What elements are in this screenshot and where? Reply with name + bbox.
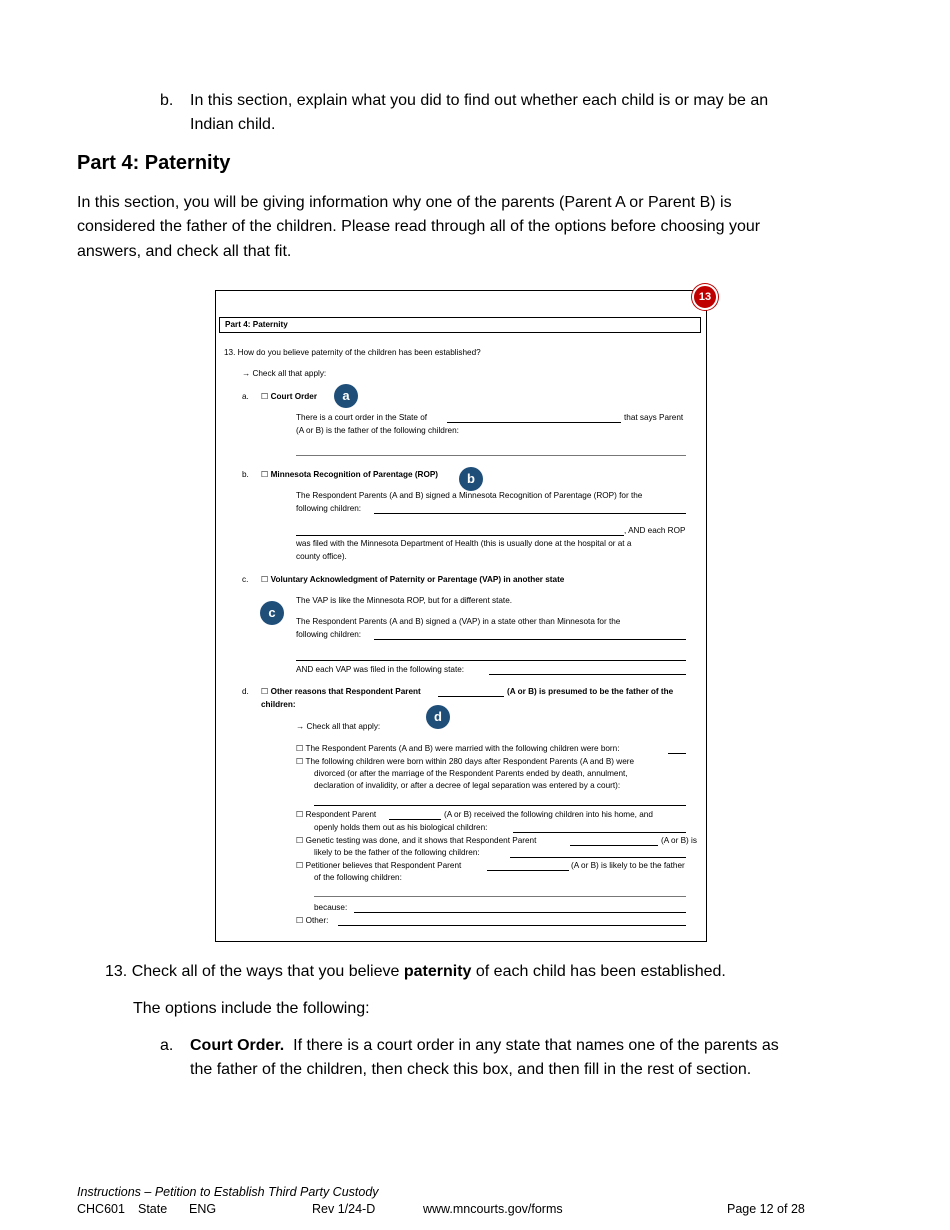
option-c-label: c.: [242, 575, 249, 584]
form-question: 13. How do you believe paternity of the children has been established?: [224, 348, 481, 357]
blank-line: [447, 422, 621, 423]
blank-line: [354, 912, 686, 913]
d-option-genetic-l2: likely to be the father of the following children:: [314, 848, 480, 857]
blank-line: [338, 925, 686, 926]
option-b-line2: following children:: [296, 504, 362, 513]
item-text-line2: Indian child.: [190, 116, 276, 133]
option-a-title: ☐ Court Order: [261, 392, 318, 401]
option-d-check-all: → Check all that apply:: [296, 722, 381, 731]
marker-b: b: [459, 467, 483, 491]
item-13-bold: paternity: [403, 963, 472, 980]
blank-line: [510, 857, 686, 858]
option-d-label: d.: [242, 687, 249, 696]
d-option-280days-l1: ☐ The following children were born within 280 days after Respondent Parents (A and B) were: [296, 757, 635, 766]
d-because: because:: [314, 903, 348, 912]
footer-form-code: CHC601: [77, 1202, 125, 1216]
section-title-box: [219, 317, 701, 333]
section-title: Part 4: Paternity: [225, 320, 288, 329]
option-b-line5: county office).: [296, 552, 347, 561]
option-a-line2: (A or B) is the father of the following children:: [296, 426, 459, 435]
option-c-line4: AND each VAP was filed in the following state:: [296, 665, 465, 674]
item-a-label: a.: [160, 1037, 174, 1054]
footer-url[interactable]: www.mncourts.gov/forms: [423, 1202, 563, 1216]
item-13-pre: Check all of the ways that you believe: [131, 963, 400, 980]
blank-line: [314, 805, 686, 806]
item-a-line2: the father of the children, then check this box, and then fill in the rest of section.: [190, 1061, 752, 1078]
option-d-title-post: (A or B) is presumed to be the father of the: [507, 687, 674, 696]
form-excerpt-image: [215, 290, 707, 942]
blank-line: [389, 819, 441, 820]
blank-line: [570, 845, 658, 846]
d-option-home-l2: openly holds them out as his biological children:: [314, 823, 488, 832]
option-a-line1-post: that says Parent: [624, 413, 684, 422]
part-heading: Part 4: Paternity: [77, 152, 231, 174]
item-a-line1: If there is a court order in any state that names one of the parents as: [293, 1037, 779, 1054]
item-a: [160, 1034, 779, 1059]
option-b-line1: The Respondent Parents (A and B) signed a Minnesota Recognition of Parentage (ROP) for the: [296, 491, 643, 500]
item-13-number: 13.: [105, 963, 128, 980]
item-a-bold: Court Order.: [190, 1037, 285, 1054]
question-number-badge: 13: [692, 284, 718, 310]
d-option-petitioner-l2: of the following children:: [314, 873, 402, 882]
d-option-genetic-post: (A or B) is: [661, 836, 697, 845]
blank-line: [487, 870, 569, 871]
blank-line: [489, 674, 686, 675]
d-other: ☐ Other:: [296, 916, 329, 925]
blank-line: [314, 896, 686, 897]
blank-line: [374, 639, 686, 640]
d-option-petitioner-pre: ☐ Petitioner believes that Respondent Parent: [296, 861, 462, 870]
part-intro-line1: In this section, you will be giving information why one of the parents (Parent A or Parent B) is: [77, 194, 732, 211]
option-d-title-line2: children:: [261, 700, 296, 709]
d-option-280days-l3: declaration of invalidity, or after a decree of legal separation was entered by a court):: [314, 781, 621, 790]
option-a-label: a.: [242, 392, 249, 401]
item-text-line1: In this section, explain what you did to find out whether each child is or may be an: [190, 92, 769, 109]
footer-title: Instructions – Petition to Establish Third Party Custody: [77, 1185, 379, 1199]
option-d-title-pre: ☐ Other reasons that Respondent Parent: [261, 687, 421, 696]
option-c-line2: The Respondent Parents (A and B) signed a (VAP) in a state other than Minnesota for the: [296, 617, 621, 626]
options-intro: The options include the following:: [133, 1000, 370, 1017]
d-option-280days-l2: divorced (or after the marriage of the Respondent Parents ended by death, annulment,: [314, 769, 628, 778]
item-13: [105, 960, 726, 985]
d-option-petitioner-post: (A or B) is likely to be the father: [571, 861, 685, 870]
footer-page: Page 12 of 28: [727, 1202, 805, 1216]
option-b-label: b.: [242, 470, 249, 479]
option-b-line4: was filed with the Minnesota Department of Health (this is usually done at the hospital or at a: [296, 539, 632, 548]
blank-line: [513, 832, 686, 833]
d-option-married: ☐ The Respondent Parents (A and B) were married with the following children were born:: [296, 744, 620, 753]
blank-line: [438, 696, 504, 697]
part-intro-line3: answers, and check all that fit.: [77, 243, 292, 260]
marker-d: d: [426, 705, 450, 729]
d-option-home-post: (A or B) received the following children into his home, and: [444, 810, 653, 819]
d-option-genetic-pre: ☐ Genetic testing was done, and it shows that Respondent Parent: [296, 836, 537, 845]
intro-item-b: [160, 89, 768, 114]
item-label: b.: [160, 92, 174, 109]
blank-line: [296, 455, 686, 456]
blank-line: [296, 535, 624, 536]
option-a-line1-pre: There is a court order in the State of: [296, 413, 428, 422]
option-c-line3: following children:: [296, 630, 362, 639]
marker-c: c: [260, 601, 284, 625]
footer-state: State: [138, 1202, 168, 1216]
footer-rev: Rev 1/24-D: [312, 1202, 376, 1216]
form-check-all: → Check all that apply:: [242, 369, 327, 378]
item-13-post: of each child has been established.: [475, 963, 726, 980]
option-c-line1: The VAP is like the Minnesota ROP, but for a different state.: [296, 596, 513, 605]
marker-a: a: [334, 384, 358, 408]
blank-line: [668, 753, 686, 754]
option-c-title: ☐ Voluntary Acknowledgment of Paternity or Parentage (VAP) in another state: [261, 575, 565, 584]
part-intro-line2: considered the father of the children. Please read through all of the options before choosing your: [77, 218, 761, 235]
d-option-home-pre: ☐ Respondent Parent: [296, 810, 377, 819]
footer-lang: ENG: [189, 1202, 217, 1216]
blank-line: [296, 660, 686, 661]
option-b-title: ☐ Minnesota Recognition of Parentage (ROP): [261, 470, 439, 479]
option-b-line3-post: , AND each ROP: [624, 526, 686, 535]
blank-line: [374, 513, 686, 514]
